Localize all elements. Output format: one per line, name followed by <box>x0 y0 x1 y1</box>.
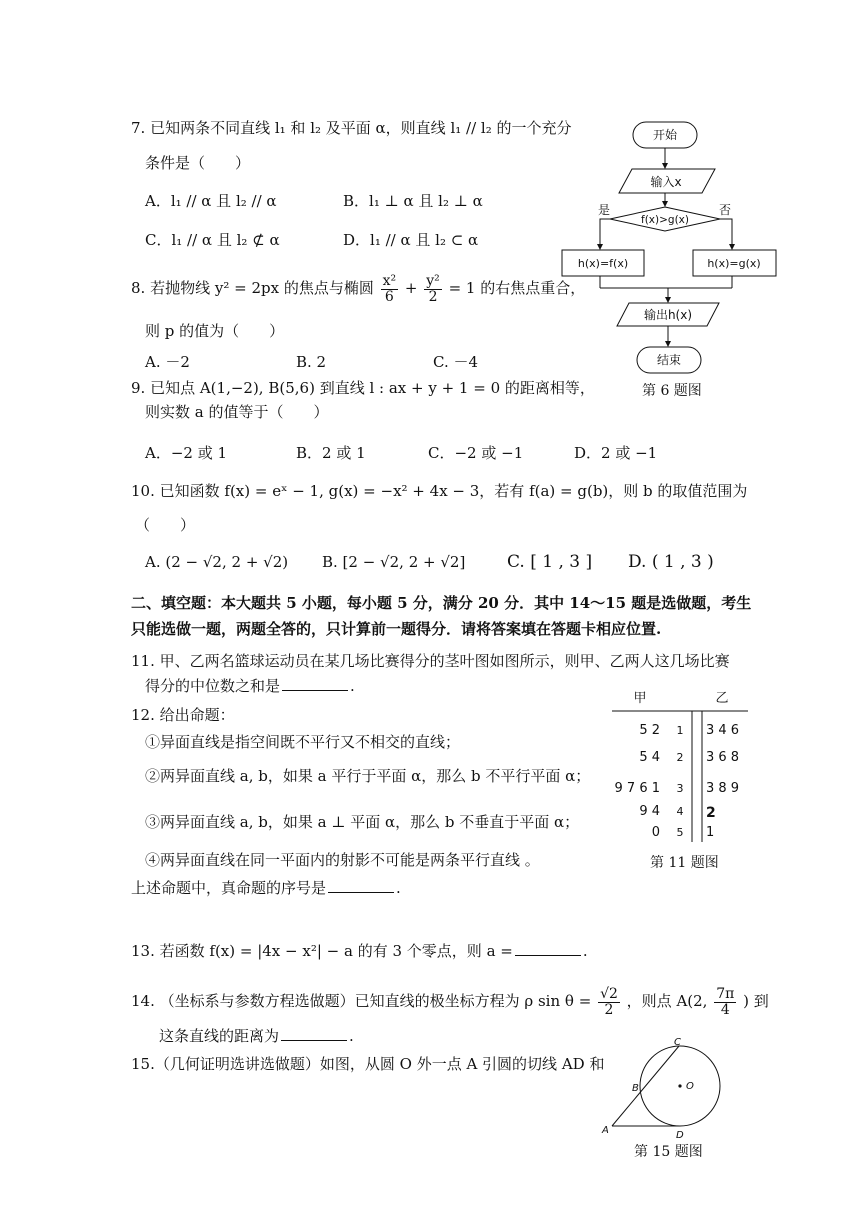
q8-stem-pre: 8. 若抛物线 y² = 2px 的焦点与椭圆 <box>131 279 374 297</box>
stem-leaf-header-right: 乙 <box>715 691 729 706</box>
label-a: A <box>602 1125 609 1136</box>
q8-fraction-x: $\frac{\text{x²}}{6}$ <box>382 272 397 305</box>
q12-proposition-3: ③两异面直线 a, b，如果 a ⊥ 平面 α，那么 b 不垂直于平面 α； <box>145 813 580 831</box>
q11-answer-blank[interactable] <box>282 676 348 691</box>
flowchart-right-box-label: h(x)=g(x) <box>707 257 761 270</box>
stem-leaf-stem-4: 4 <box>676 805 684 818</box>
stem-leaf-figure <box>612 682 752 842</box>
stem-leaf-header-left: 甲 <box>633 691 647 706</box>
flowchart-yes-label: 是 <box>597 203 611 217</box>
flowchart-end-label: 结束 <box>656 353 682 367</box>
q12-stem: 12. 给出命题： <box>131 706 235 724</box>
stem-leaf-stem-2: 2 <box>676 751 684 764</box>
stem-leaf-stem-5: 5 <box>676 826 684 839</box>
q12-proposition-4: ④两异面直线在同一平面内的射影不可能是两条平行直线 。 <box>145 851 540 869</box>
q8-option-c: C. －4 <box>433 353 479 371</box>
flowchart-start-label: 开始 <box>652 128 678 142</box>
stem-leaf-right-5: 1 <box>706 825 715 840</box>
stem-leaf-left-1: 5 2 <box>639 723 660 738</box>
section-2-heading-cont: 只能选做一题，两题全答的，只计算前一题得分．请将答案填在答题卡相应位置. <box>131 620 662 638</box>
q13-answer-blank[interactable] <box>515 941 581 956</box>
secant-line-abc <box>612 1046 679 1126</box>
q10-stem-cont: （ ） <box>135 516 196 534</box>
center-point-o <box>678 1084 681 1087</box>
flowchart-no-label: 否 <box>718 203 732 217</box>
q8-stem-post: = 1 的右焦点重合， <box>448 279 586 297</box>
q7-stem-cont: 条件是（ ） <box>145 154 251 172</box>
stem-leaf-right-3: 3 8 9 <box>706 781 740 796</box>
q9-option-b: B．2 或 1 <box>296 444 366 462</box>
flowchart-output-label: 输出h(x) <box>643 308 693 322</box>
q9-option-d: D．2 或 −1 <box>574 444 658 462</box>
q10-stem: 10. 已知函数 f(x) = eˣ − 1, g(x) = −x² + 4x − 3，若有 f(a) = g(b)，则 b 的取值范围为 <box>131 482 748 500</box>
flowchart-left-box-label: h(x)=f(x) <box>577 257 629 270</box>
q14-answer-blank[interactable] <box>281 1026 347 1041</box>
q14-fraction-sqrt2: $\frac{√2}{2}$ <box>600 985 618 1018</box>
flowchart-input-label: 输入x <box>650 175 682 189</box>
flowchart-caption: 第 6 题图 <box>642 383 702 399</box>
circle-figure-caption: 第 15 题图 <box>634 1144 703 1160</box>
stem-leaf-right-2: 3 6 8 <box>706 750 740 765</box>
q10-option-d: D. ( 1 , 3 ) <box>628 552 714 572</box>
q9-stem: 9. 已知点 A(1,−2), B(5,6) 到直线 l : ax + y + 1 = 0 的距离相等， <box>131 379 595 397</box>
q10-option-a: A. (2 − √2, 2 + √2) <box>145 553 289 571</box>
q8-plus: + <box>404 279 418 297</box>
q10-option-c: C. [ 1 , 3 ] <box>507 552 593 572</box>
stem-leaf-left-3: 9 7 6 1 <box>614 781 660 796</box>
q7-option-c: C．l₁ // α 且 l₂ ⊄ α <box>145 231 280 249</box>
q7-option-b: B．l₁ ⊥ α 且 l₂ ⊥ α <box>343 192 483 210</box>
q8-fraction-y: $\frac{\text{y²}}{2}$ <box>426 272 440 305</box>
stem-leaf-left-5: 0 <box>651 825 660 840</box>
q14-stem: 14. （坐标系与参数方程选做题）已知直线的极坐标方程为 ρ sin θ = $\frac{√2}{2}$ ，则点 A(2, $\frac{7\pi}{4}$ ) 到 <box>131 985 769 1018</box>
section-2-heading: 二、填空题：本大题共 5 小题，每小题 5 分，满分 20 分．其中 14～15 题是选做题，考生 <box>131 594 752 612</box>
stem-leaf-stem-3: 3 <box>676 782 684 795</box>
q9-stem-cont: 则实数 a 的值等于（ ） <box>145 403 329 421</box>
label-o: O <box>686 1081 694 1092</box>
q11-stem: 11. 甲、乙两名篮球运动员在某几场比赛得分的茎叶图如图所示，则甲、乙两人这几场比赛 <box>131 652 730 670</box>
q8-stem-cont: 则 p 的值为（ ） <box>145 322 285 340</box>
q14-stem-cont: 这条直线的距离为 . <box>159 1027 354 1045</box>
q9-option-c: C．−2 或 −1 <box>428 444 524 462</box>
q13-stem: 13. 若函数 f(x) = |4x − x²| − a 的有 3 个零点，则 a = . <box>131 942 588 960</box>
q8-option-a: A. －2 <box>145 353 190 371</box>
q14-fraction-7pi: $\frac{7\pi}{4}$ <box>716 985 735 1018</box>
label-c: C <box>674 1037 681 1048</box>
circle-figure <box>596 1036 736 1146</box>
q7-option-d: D．l₁ // α 且 l₂ ⊂ α <box>343 231 479 249</box>
flowchart-condition-label: f(x)>g(x) <box>641 214 689 226</box>
stem-leaf-stem-1: 1 <box>676 724 684 737</box>
q12-proposition-1: ①异面直线是指空间既不平行又不相交的直线； <box>145 733 461 751</box>
stem-leaf-left-4: 9 4 <box>639 804 660 819</box>
stem-leaf-caption: 第 11 题图 <box>650 855 719 871</box>
stem-leaf-left-2: 5 4 <box>639 750 660 765</box>
q12-answer-blank[interactable] <box>328 878 394 893</box>
stem-leaf-right-4: 2 <box>706 805 716 821</box>
flowchart-figure <box>560 110 790 400</box>
q10-option-b: B. [2 − √2, 2 + √2] <box>322 553 466 571</box>
q7-stem: 7. 已知两条不同直线 l₁ 和 l₂ 及平面 α，则直线 l₁ // l₂ 的一个充分 <box>131 119 572 137</box>
q7-option-a: A．l₁ // α 且 l₂ // α <box>145 192 277 210</box>
q11-stem-cont: 得分的中位数之和是 . <box>145 677 355 695</box>
stem-leaf-right-1: 3 4 6 <box>706 723 740 738</box>
q12-conclusion: 上述命题中，真命题的序号是 . <box>131 879 401 897</box>
label-d: D <box>676 1130 684 1141</box>
label-b: B <box>632 1083 639 1094</box>
q12-proposition-2: ②两异面直线 a, b，如果 a 平行于平面 α，那么 b 不平行平面 α； <box>145 767 591 785</box>
q9-option-a: A．−2 或 1 <box>145 444 228 462</box>
q15-stem: 15.（几何证明选讲选做题）如图，从圆 O 外一点 A 引圆的切线 AD 和 <box>131 1055 605 1073</box>
q8-option-b: B. 2 <box>296 353 327 371</box>
q8-stem <box>131 270 585 306</box>
